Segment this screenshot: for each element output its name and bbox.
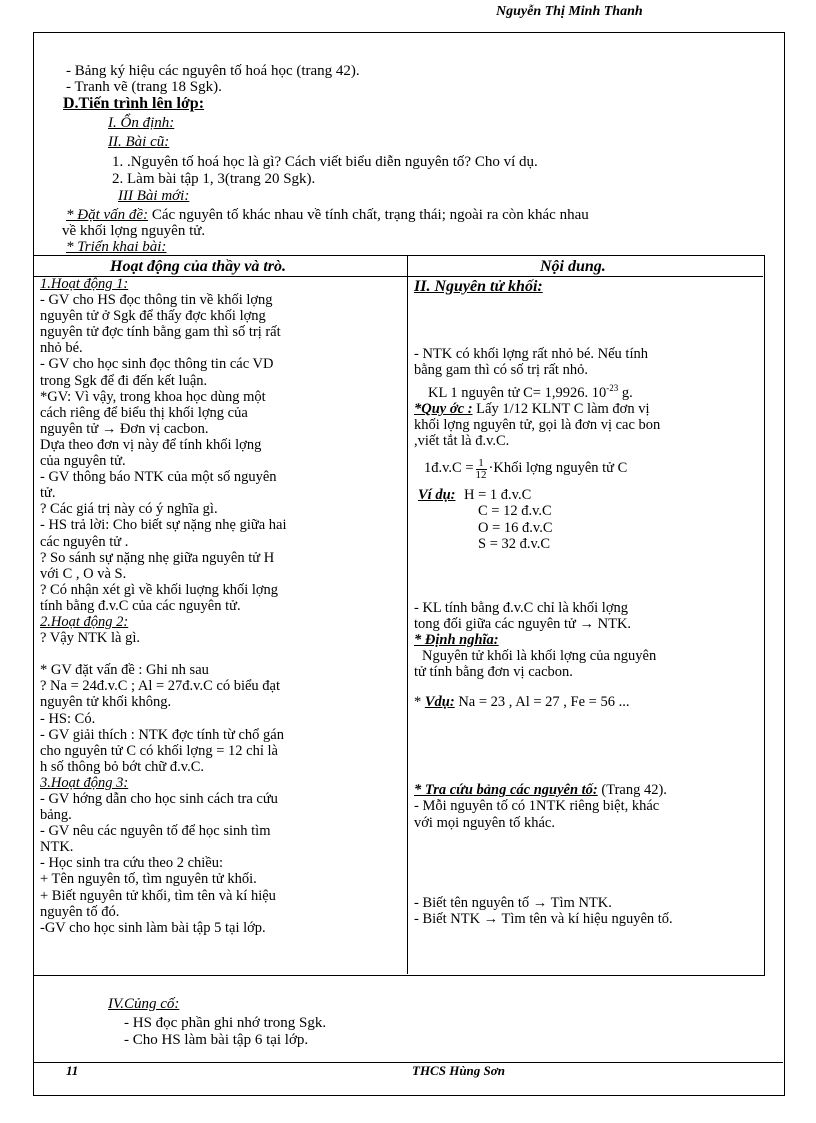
left-column-line: h số thông bỏ bớt chữ đ.v.C. <box>40 758 205 775</box>
left-column-line: - GV nêu các nguyên tố để học sinh tìm <box>40 823 271 840</box>
quy-uoc <box>414 401 759 417</box>
left-column-line: tử. <box>40 485 56 502</box>
tra-cuu-label: * Tra cứu bảng các nguyên tố: <box>414 782 598 799</box>
left-column-line: - HS: Có. <box>40 710 96 727</box>
kl-nguyen-tu-c <box>414 380 759 401</box>
vdu-label: Vdụ: <box>424 694 455 711</box>
vi-du-label: Ví dụ: <box>418 487 456 504</box>
kl-unit: g. <box>618 385 633 402</box>
author-header: Nguyễn Thị Minh Thanh <box>496 4 643 19</box>
nguyen-tu-khoi-heading: II. Nguyên tử khối: <box>414 278 543 295</box>
hoat-dong-heading: 2.Hoạt động 2: <box>40 613 129 630</box>
left-column-line: cách riêng để biểu thị khối lợng của <box>40 404 248 421</box>
formula-left: 1đ.v.C = <box>424 460 474 477</box>
example-c: C = 12 đ.v.C <box>478 503 552 520</box>
left-column-line: nguyên tố đó. <box>40 903 120 920</box>
dinh-nghia-label: * Định nghĩa: <box>414 631 499 648</box>
intro-line-2: - Tranh vẽ (trang 18 Sgk). <box>66 79 222 95</box>
left-column-line: ? So sánh sự nặng nhẹ giữa nguyên tử H <box>40 549 275 566</box>
quy-uoc-text: Lấy 1/12 KLNT C làm đơn vị <box>472 401 650 418</box>
left-column-line: - GV cho HS đọc thông tin về khối lợng <box>40 292 273 309</box>
left-column-line: + Biết nguyên tử khối, tìm tên và kí hiệu <box>40 887 276 904</box>
kl-text: KL 1 nguyên tử C= 1,9926. 10 <box>428 385 607 402</box>
school-name: THCS Hùng Sơn <box>412 1063 505 1078</box>
page-number: 11 <box>66 1063 79 1078</box>
left-column-line: Dựa theo đơn vị này để tính khối lợng <box>40 436 262 453</box>
left-column-line: - GV cho học sinh đọc thông tin các VD <box>40 356 274 373</box>
dat-van-de-label: * Đặt vấn đề: <box>66 207 149 223</box>
example-s: S = 32 đ.v.C <box>478 535 551 552</box>
quy-uoc-line-2: khối lợng nguyên tử, gọi là đơn vị cac bon <box>414 417 661 434</box>
left-column-line: nguyên tử khối không. <box>40 694 172 711</box>
dat-van-de-cont: về khối lợng nguyên tử. <box>62 223 206 239</box>
tra-cuu-text: (Trang 42). <box>597 782 667 799</box>
left-column-line: với C , O và S. <box>40 565 127 582</box>
col-right-header: Nội dung. <box>540 258 606 275</box>
left-column-line: ? Vậy NTK là gì. <box>40 630 140 647</box>
kl-exponent: -23 <box>606 383 619 394</box>
left-column-line: cho nguyên tử C có khối lợng = 12 chỉ là <box>40 742 278 759</box>
left-column-line: của nguyên tử. <box>40 453 126 470</box>
left-column-line: các nguyên tử . <box>40 533 129 550</box>
table-column-divider <box>407 255 408 974</box>
frac-numerator: 1 <box>476 458 487 470</box>
dinh-nghia-line-2: tử tính bằng đơn vị cacbon. <box>414 664 573 681</box>
dinh-nghia-line-1: Nguyên tử khối là khối lợng của nguyên <box>422 648 657 665</box>
vi-du-1 <box>414 487 759 503</box>
hoat-dong-heading: 3.Hoạt động 3: <box>40 774 129 791</box>
question-1: 1. .Nguyên tố hoá học là gì? Cách viết biểu diễn nguyên tố? Cho ví dụ. <box>112 154 538 170</box>
iii-bai-moi: III Bài mới: <box>118 188 190 204</box>
example-h: H = 1 đ.v.C <box>464 487 532 504</box>
left-column-line: NTK. <box>40 839 74 856</box>
left-column-line: ? Có nhận xét gì về khối luợng khối lợng <box>40 581 279 598</box>
trien-khai-bai: * Triển khai bài: <box>66 239 167 255</box>
dat-van-de <box>66 207 589 223</box>
dat-van-de-text: Các nguyên tố khác nhau về tính chất, trạng thái; ngoài ra còn khác nhau <box>148 207 589 223</box>
left-column-line: trong Sgk để đi đến kết luận. <box>40 372 208 389</box>
example-o: O = 16 đ.v.C <box>478 519 553 536</box>
dvc-formula <box>414 455 759 481</box>
left-column-line: - GV thông báo NTK của một số nguyên <box>40 469 277 486</box>
left-column-line: nhỏ bé. <box>40 340 83 357</box>
question-2: 2. Làm bài tập 1, 3(trang 20 Sgk). <box>112 171 316 187</box>
cung-co-line-2: - Cho HS làm bài tập 6 tại lớp. <box>124 1032 309 1048</box>
ntk-line-1: - NTK có khối lợng rất nhỏ bé. Nếu tính <box>414 346 648 362</box>
kl-dvc-line-1: - KL tính bằng đ.v.C chỉ là khối lợng <box>414 599 628 616</box>
right-column <box>414 276 759 927</box>
intro-line-1: - Bảng ký hiệu các nguyên tố hoá học (trang 42). <box>66 63 360 79</box>
left-column-line: - GV giải thích : NTK đợc tính từ chổ gán <box>40 726 284 743</box>
footer-divider <box>33 1062 783 1063</box>
vdu-text: Na = 23 , Al = 27 , Fe = 56 ... <box>454 694 630 711</box>
quy-uoc-line-3: ,viết tắt là đ.v.C. <box>414 433 510 450</box>
left-column <box>40 276 400 936</box>
left-column-line: * GV đặt vấn đề : Ghi nh sau <box>40 662 209 679</box>
formula-fraction <box>476 458 487 481</box>
left-column-line: nguyên tử ở Sgk để thấy đợc khối lợng <box>40 308 266 325</box>
left-column-line: tính bằng đ.v.C của các nguyên tử. <box>40 597 241 614</box>
left-column-line: nguyên tử đợc tính bằng gam thì số trị rất <box>40 324 281 341</box>
cung-co-label: IV.Củng cố: <box>108 996 180 1012</box>
moi-nguyen-to-line-1: - Mỗi nguyên tố có 1NTK riêng biệt, khác <box>414 798 660 815</box>
left-column-line: ? Na = 24đ.v.C ; Al = 27đ.v.C có biểu đạt <box>40 678 281 695</box>
tra-cuu-line <box>414 782 759 798</box>
biet-ten-line: - Biết tên nguyên tố → Tìm NTK. <box>414 894 612 911</box>
left-column-line <box>40 646 400 662</box>
section-d-heading: D.Tiến trình lên lớp: <box>63 95 205 112</box>
left-column-line: - GV hớng dẫn cho học sinh cách tra cứu <box>40 791 278 807</box>
quy-uoc-label: *Quy ớc : <box>414 401 473 418</box>
frac-denominator: 12 <box>475 468 487 481</box>
col-left-header: Hoạt động của thầy và trò. <box>110 258 287 275</box>
ii-bai-cu: II. Bài cũ: <box>108 134 170 150</box>
vdu-line: * Vdụ: Na = 23 , Al = 27 , Fe = 56 ... <box>414 694 630 711</box>
left-column-line: nguyên tử → Đơn vị cacbon. <box>40 420 209 437</box>
hoat-dong-heading: 1.Hoạt động 1: <box>40 276 129 292</box>
kl-dvc-line-2: tong đối giữa các nguyên tử → NTK. <box>414 615 632 632</box>
formula-right: ·Khối lợng nguyên tử C <box>488 460 628 477</box>
biet-ntk-line: - Biết NTK → Tìm tên và kí hiệu nguyên tố. <box>414 910 673 927</box>
left-column-line: - HS trả lời: Cho biết sự nặng nhẹ giữa hai <box>40 517 287 534</box>
left-column-line: -GV cho học sinh làm bài tập 5 tại lớp. <box>40 919 266 936</box>
moi-nguyen-to-line-2: với mọi nguyên tố khác. <box>414 814 555 831</box>
left-column-line: bảng. <box>40 807 72 824</box>
left-column-line: + Tên nguyên tố, tìm nguyên tử khối. <box>40 871 257 888</box>
i-on-dinh: I. Ổn định: <box>108 115 175 131</box>
left-column-line: ? Các giá trị này có ý nghĩa gì. <box>40 501 218 518</box>
cung-co-line-1: - HS đọc phần ghi nhớ trong Sgk. <box>124 1015 327 1031</box>
ntk-line-2: bằng gam thì có số trị rất nhỏ. <box>414 362 588 379</box>
left-column-line: *GV: Vì vậy, trong khoa học dùng một <box>40 388 266 405</box>
left-column-line: - Học sinh tra cứu theo 2 chiều: <box>40 855 224 872</box>
